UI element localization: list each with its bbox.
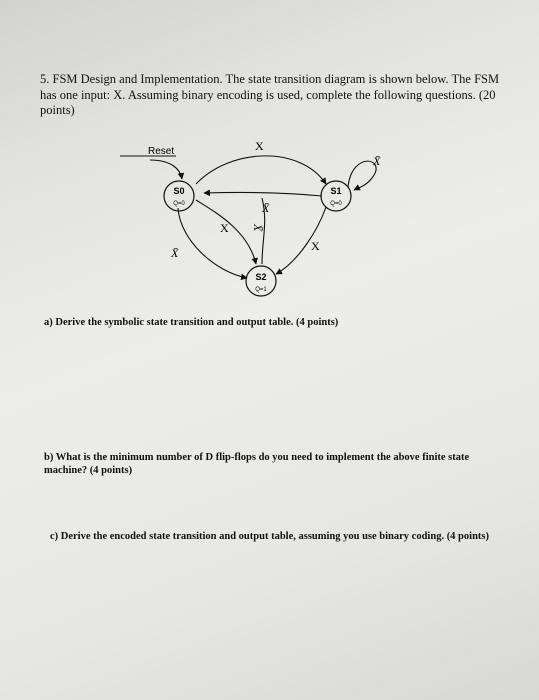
edge-label-s1-s2: X (311, 239, 320, 253)
state-s2 (246, 266, 276, 296)
edge-s1-self-loop (348, 161, 376, 190)
edge-label-s1-s0: X̄ (262, 201, 270, 215)
state-s0 (164, 181, 194, 211)
edge-label-s2-s0-middle: X̄ (251, 224, 265, 232)
state-s1 (321, 181, 351, 211)
state-s0-output: Q=0 (173, 201, 185, 207)
edge-s0-s1-top (196, 156, 326, 184)
edge-s1-s0 (204, 192, 322, 196)
state-s1-name: S1 (330, 186, 342, 196)
state-s0-name: S0 (173, 186, 185, 196)
edge-label-s0-s2: X (220, 221, 229, 235)
question-title: 5. FSM Design and Implementation. The state transition diagram is shown below. The FSM has one input: X. Assuming binary encoding is used, complete the following questions. (20 points) (40, 72, 500, 117)
edge-label-s0-s1: X (255, 139, 264, 153)
edge-label-s1-self: X̄ (373, 154, 381, 168)
edge-label-s0-s2-left: X̄ (171, 246, 179, 260)
reset-label: Reset (148, 146, 175, 157)
reset-arrow (150, 160, 182, 179)
part-c-question: c) Derive the encoded state transition and output table, assuming you use binary coding. (4 points) (50, 531, 489, 542)
state-s1-output: Q=0 (330, 201, 342, 207)
state-s2-output: Q=1 (255, 287, 267, 293)
part-b-question: b) What is the minimum number of D flip-flops do you need to implement the above finite state machine? (4 points) (44, 452, 470, 476)
edge-s0-s2-left (178, 208, 247, 278)
state-s2-name: S2 (255, 272, 267, 282)
part-a-question: a) Derive the symbolic state transition and output table. (4 points) (44, 317, 339, 328)
